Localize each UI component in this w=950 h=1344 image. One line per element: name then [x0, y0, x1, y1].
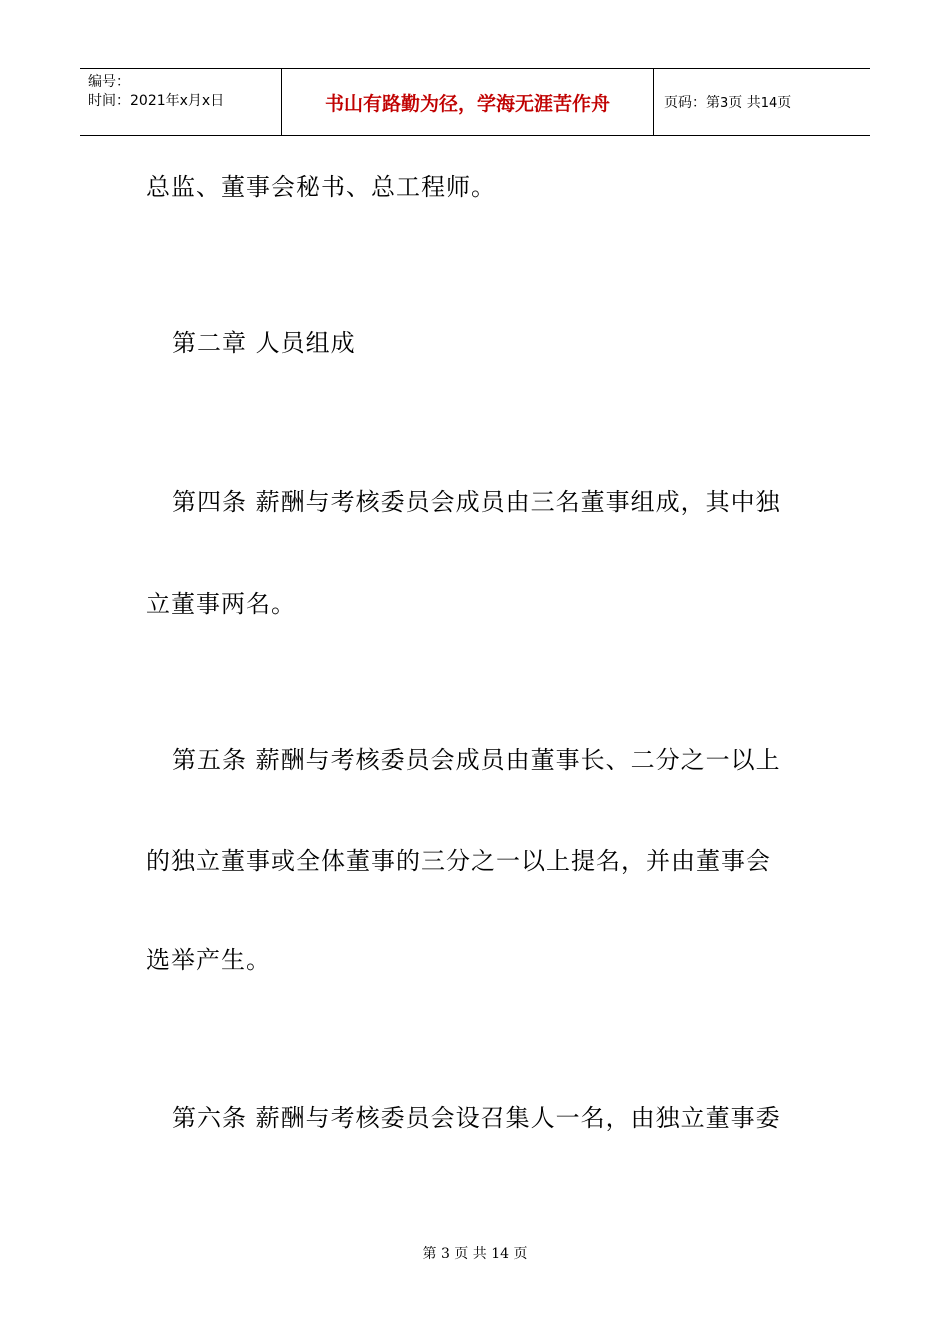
number-label: 编号： [88, 74, 130, 90]
body-line: 第六条 薪酬与考核委员会设召集人一名，由独立董事委 [172, 1104, 781, 1132]
body-line: 的独立董事或全体董事的三分之一以上提名，并由董事会 [146, 847, 771, 875]
header-motto: 书山有路勤为径，学海无涯苦作舟 [324, 93, 610, 115]
body-line: 选举产生。 [146, 946, 271, 974]
chapter-heading: 第二章 人员组成 [172, 329, 356, 357]
page-footer: 第 3 页 共 14 页 [422, 1246, 528, 1262]
body-line: 立董事两名。 [146, 590, 296, 618]
body-line: 总监、董事会秘书、总工程师。 [146, 173, 496, 201]
page-code-mid: 页 共 [728, 95, 761, 111]
time-label: 时间：2021年x月x日 [88, 93, 225, 109]
header-page-code [664, 94, 791, 113]
body-line: 第五条 薪酬与考核委员会成员由董事长、二分之一以上 [172, 746, 781, 774]
page-current: 3 [720, 96, 729, 111]
body-line: 第四条 薪酬与考核委员会成员由三名董事组成，其中独 [172, 488, 781, 516]
page-code-prefix: 页码：第 [664, 95, 720, 111]
page-code-suffix: 页 [777, 95, 792, 111]
header-page-cell [654, 69, 870, 135]
document-header [80, 68, 870, 136]
header-motto-cell [281, 69, 654, 135]
header-meta-cell [80, 69, 281, 135]
page-total: 14 [760, 96, 778, 111]
